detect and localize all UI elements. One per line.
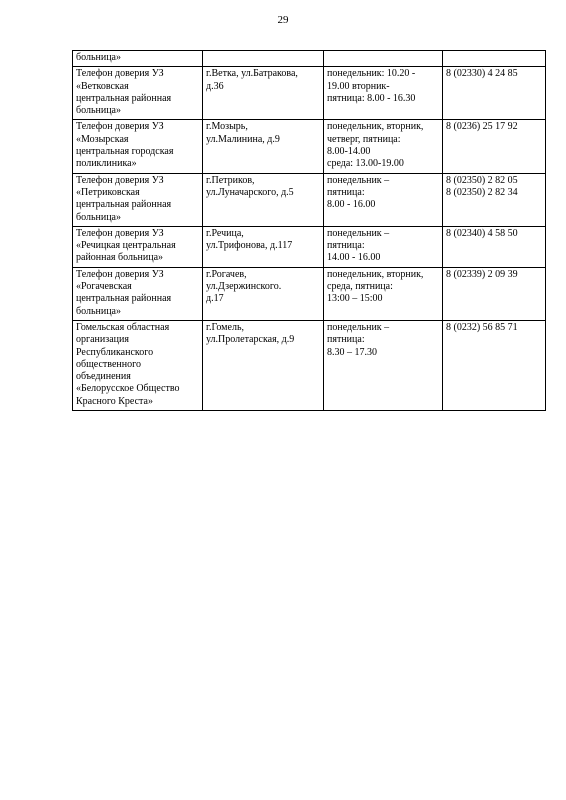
organization-cell-line: Республиканского — [76, 346, 154, 358]
address-cell-line: г.Петриков, — [206, 174, 255, 186]
organization-cell-line: «Петриковская — [76, 186, 140, 198]
address-cell — [203, 267, 324, 320]
organization-cell-line: Телефон доверия УЗ — [76, 227, 164, 239]
hours-cell-line: понедельник, вторник, — [327, 121, 424, 133]
phone-cell-line: 8 (02340) 4 58 50 — [446, 227, 518, 239]
hours-cell-line: понедельник, вторник, — [327, 268, 424, 280]
hours-cell-line: среда: 13.00-19.00 — [327, 158, 404, 170]
organization-cell-line: Телефон доверия УЗ — [76, 68, 164, 80]
organization-cell — [73, 320, 203, 410]
hours-cell-line: понедельник: 10.20 - — [327, 68, 416, 80]
hours-cell-line: 13:00 – 15:00 — [327, 293, 383, 305]
hours-cell-line: пятница: 8.00 - 16.30 — [327, 92, 416, 104]
phone-cell — [443, 67, 546, 120]
hours-cell-line: 14.00 - 16.00 — [327, 252, 381, 264]
address-cell — [203, 173, 324, 226]
phone-cell-line: 8 (02350) 2 82 34 — [446, 186, 518, 198]
organization-cell-line: центральная районная — [76, 92, 172, 104]
address-cell-line: г.Речица, — [206, 227, 244, 239]
organization-cell-line: общественного — [76, 358, 141, 370]
organization-cell-line: больница» — [76, 52, 121, 63]
address-cell-line: г.Ветка, ул.Батракова, — [206, 68, 298, 80]
address-cell-line: ул.Пролетарская, д.9 — [206, 334, 295, 346]
hours-cell-line: среда, пятница: — [327, 281, 393, 293]
table-row — [73, 267, 546, 320]
table-row — [73, 226, 546, 267]
phone-cell-line: 8 (0236) 25 17 92 — [446, 121, 518, 133]
organization-cell-line: Красного Креста» — [76, 395, 153, 407]
hours-cell — [324, 320, 443, 410]
phone-cell — [443, 51, 546, 67]
organization-cell-line: «Рогачевская — [76, 281, 132, 293]
organization-cell-line: центральная районная — [76, 199, 172, 211]
contacts-table — [72, 50, 546, 411]
address-cell-line: д.36 — [206, 80, 224, 92]
organization-cell — [73, 67, 203, 120]
address-cell-line: д.17 — [206, 293, 224, 305]
organization-cell-line: больница» — [76, 211, 121, 223]
table-row — [73, 51, 546, 67]
phone-cell — [443, 173, 546, 226]
hours-cell — [324, 67, 443, 120]
phone-cell — [443, 226, 546, 267]
organization-cell-line: поликлиника» — [76, 158, 137, 170]
address-cell-line: ул.Дзержинского. — [206, 281, 282, 293]
organization-cell-line: Гомельская областная — [76, 321, 170, 333]
address-cell — [203, 320, 324, 410]
address-cell-line: ул.Трифонова, д.117 — [206, 240, 293, 252]
hours-cell-line: понедельник – — [327, 174, 390, 186]
address-cell — [203, 226, 324, 267]
hours-cell — [324, 267, 443, 320]
address-cell-line: г.Рогачев, — [206, 268, 247, 280]
phone-cell-line: 8 (02339) 2 09 39 — [446, 268, 518, 280]
hours-cell-line: четверг, пятница: — [327, 133, 401, 145]
organization-cell-line: объединения — [76, 371, 131, 383]
hours-cell-line: 8.00-14.00 — [327, 146, 371, 158]
phone-cell-line: 8 (02330) 4 24 85 — [446, 68, 518, 80]
organization-cell — [73, 226, 203, 267]
organization-cell-line: Телефон доверия УЗ — [76, 174, 164, 186]
hours-cell-line: 8.00 - 16.00 — [327, 199, 376, 211]
phone-cell — [443, 120, 546, 173]
organization-cell — [73, 173, 203, 226]
phone-cell-line: 8 (02350) 2 82 05 — [446, 174, 518, 186]
hours-cell-line: 19.00 вторник- — [327, 80, 390, 92]
address-cell — [203, 120, 324, 173]
table-row — [73, 173, 546, 226]
address-cell-line: г.Гомель, — [206, 321, 245, 333]
organization-cell-line: центральная городская — [76, 146, 174, 158]
table-row — [73, 67, 546, 120]
hours-cell — [324, 173, 443, 226]
organization-cell-line: «Белорусское Общество — [76, 383, 180, 395]
table-row — [73, 320, 546, 410]
address-cell-line: ул.Луначарского, д.5 — [206, 186, 294, 198]
hours-cell — [324, 51, 443, 67]
organization-cell-line: «Мозырская — [76, 133, 129, 145]
organization-cell-line: «Ветковская — [76, 80, 129, 92]
hours-cell — [324, 226, 443, 267]
organization-cell-line: Телефон доверия УЗ — [76, 268, 164, 280]
hours-cell-line: пятница: — [327, 186, 365, 198]
phone-cell — [443, 267, 546, 320]
organization-cell-line: центральная районная — [76, 293, 172, 305]
hours-cell-line: понедельник – — [327, 321, 390, 333]
organization-cell-line: больница» — [76, 305, 121, 317]
table-row — [73, 120, 546, 173]
organization-cell — [73, 51, 203, 67]
organization-cell — [73, 120, 203, 173]
address-cell — [203, 67, 324, 120]
organization-cell-line: районная больница» — [76, 252, 164, 264]
phone-cell — [443, 320, 546, 410]
contacts-table-body — [73, 51, 546, 411]
organization-cell — [73, 267, 203, 320]
hours-cell-line: пятница: — [327, 240, 365, 252]
hours-cell-line: пятница: — [327, 334, 365, 346]
organization-cell-line: Телефон доверия УЗ — [76, 121, 164, 133]
address-cell — [203, 51, 324, 67]
page-number: 29 — [277, 14, 289, 26]
address-cell-line: г.Мозырь, — [206, 121, 248, 133]
organization-cell-line: «Речицкая центральная — [76, 240, 176, 252]
hours-cell-line: понедельник – — [327, 227, 390, 239]
organization-cell-line: больница» — [76, 105, 121, 117]
phone-cell-line: 8 (0232) 56 85 71 — [446, 321, 518, 333]
hours-cell-line: 8.30 – 17.30 — [327, 346, 377, 358]
address-cell-line: ул.Малинина, д.9 — [206, 133, 280, 145]
organization-cell-line: организация — [76, 334, 129, 346]
hours-cell — [324, 120, 443, 173]
